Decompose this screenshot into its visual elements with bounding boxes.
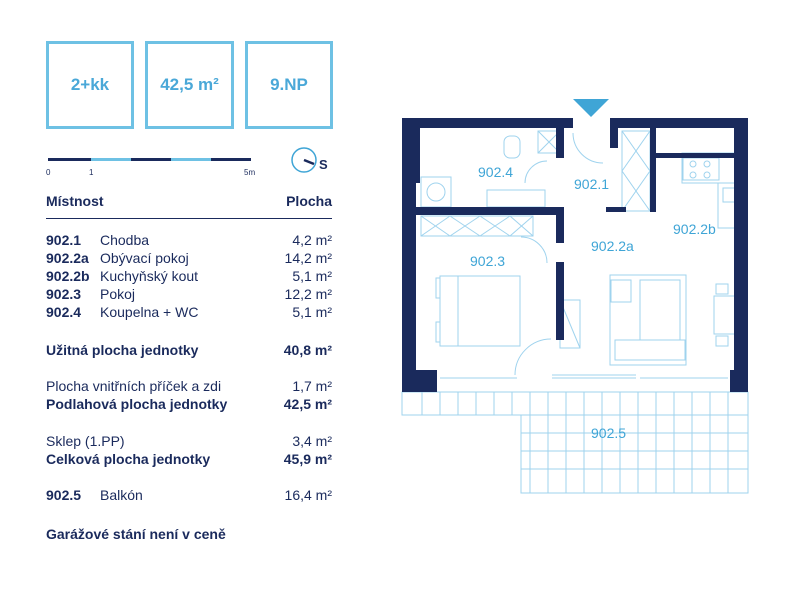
table-header: [46, 193, 332, 209]
scale-tick-5: 5m: [244, 168, 256, 177]
room-label-9023: 902.3: [470, 253, 506, 269]
room-label-9024: 902.4: [478, 164, 514, 180]
room-name: Obývací pokoj: [100, 250, 189, 266]
room-area: 4,2 m²: [292, 232, 332, 248]
floor-badge-label: 9.NP: [270, 75, 308, 94]
layout-badge-label: 2+kk: [70, 75, 110, 94]
room-code: 902.3: [46, 286, 82, 302]
scale-tick-0: 0: [46, 168, 51, 177]
compass-icon: [290, 147, 330, 177]
floor-plan: [395, 95, 775, 495]
room-name: Chodba: [100, 232, 150, 248]
room-name: Kuchyňský kout: [100, 268, 199, 284]
room-code: 902.2b: [46, 268, 90, 284]
compass-label: S: [319, 157, 328, 172]
usable-area-label: Užitná plocha jednotky: [46, 342, 199, 358]
balcony-value: 16,4 m²: [284, 487, 332, 503]
header-room: Místnost: [46, 193, 104, 209]
room-code: 902.1: [46, 232, 82, 248]
walls-area-value: 1,7 m²: [292, 378, 332, 394]
area-badge-label: 42,5 m²: [160, 75, 219, 94]
room-name: Pokoj: [100, 286, 136, 302]
scale-bar: [46, 150, 276, 190]
area-badge: [145, 41, 234, 129]
balcony-name: Balkón: [100, 487, 143, 503]
floor-badge: [245, 41, 333, 129]
room-label-9022a: 902.2a: [591, 238, 634, 254]
room-label-9022b: 902.2b: [673, 221, 716, 237]
room-area: 5,1 m²: [292, 268, 332, 284]
room-code: 902.2a: [46, 250, 89, 266]
balcony-grid: [402, 392, 748, 493]
room-code: 902.4: [46, 304, 82, 320]
room-label-9025: 902.5: [591, 425, 627, 441]
total-area-label: Celková plocha jednotky: [46, 451, 211, 467]
layout-badge: [46, 41, 134, 129]
header-area: Plocha: [286, 193, 332, 209]
cellar-label: Sklep (1.PP): [46, 433, 125, 449]
walls-area-label: Plocha vnitřních příček a zdi: [46, 378, 222, 394]
scale-tick-1: 1: [89, 168, 94, 177]
cellar-value: 3,4 m²: [292, 433, 332, 449]
floor-area-label: Podlahová plocha jednotky: [46, 396, 228, 412]
room-area: 14,2 m²: [284, 250, 332, 266]
usable-area-value: 40,8 m²: [283, 342, 332, 358]
room-label-9021: 902.1: [574, 176, 610, 192]
walls: [402, 118, 748, 392]
header-divider: [46, 218, 332, 219]
total-area-value: 45,9 m²: [283, 451, 332, 467]
room-name: Koupelna + WC: [100, 304, 199, 320]
floor-area-value: 42,5 m²: [283, 396, 332, 412]
balcony-code: 902.5: [46, 487, 82, 503]
room-area: 12,2 m²: [284, 286, 332, 302]
entrance-arrow-icon: [573, 99, 609, 117]
garage-note-text: Garážové stání není v ceně: [46, 526, 226, 542]
room-area: 5,1 m²: [292, 304, 332, 320]
